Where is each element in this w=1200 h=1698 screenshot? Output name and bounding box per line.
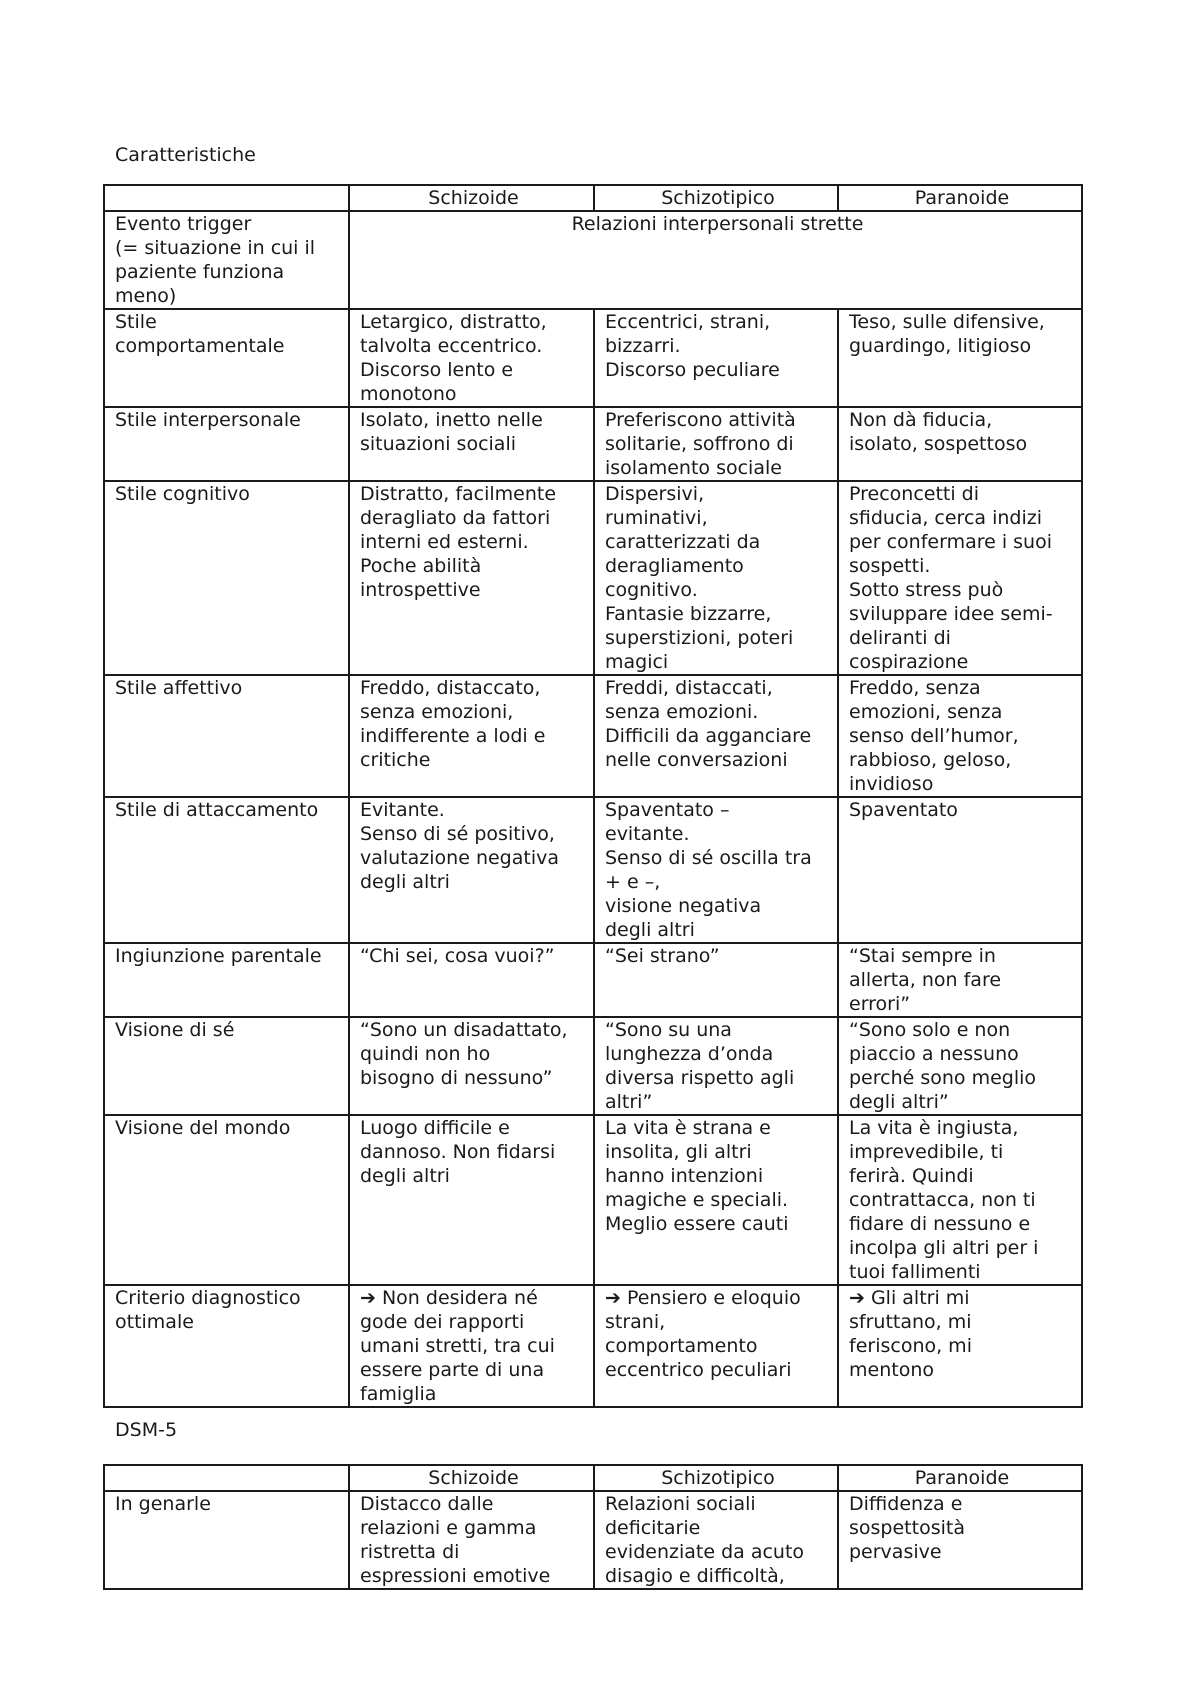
cell-line: bizzarri.	[605, 335, 681, 357]
table-cell	[349, 407, 594, 481]
table-row	[104, 481, 1082, 675]
cell-line: sospetti.	[849, 555, 931, 577]
cell-line: Ingiunzione parentale	[115, 945, 322, 967]
cell-line: quindi non ho	[360, 1043, 491, 1065]
table-cell	[594, 407, 838, 481]
table-cell	[838, 309, 1082, 407]
cell-line: deficitarie	[605, 1517, 701, 1539]
cell-line: comportamento	[605, 1335, 758, 1357]
table-cell	[838, 675, 1082, 797]
table-cell	[349, 675, 594, 797]
cell-line: mentono	[849, 1359, 934, 1381]
table-row	[104, 943, 1082, 1017]
cell-line: Spaventato –	[605, 799, 730, 821]
column-header: Paranoide	[838, 1465, 1082, 1491]
cell-line: ristretta di	[360, 1541, 460, 1563]
cell-line: bisogno di nessuno”	[360, 1067, 553, 1089]
table-row	[104, 1491, 1082, 1589]
cell-line: talvolta eccentrico.	[360, 335, 543, 357]
table-cell	[594, 309, 838, 407]
cell-line: feriscono, mi	[849, 1335, 972, 1357]
cell-line: Freddo, senza	[849, 677, 981, 699]
cell-line: Relazioni sociali	[605, 1493, 756, 1515]
table-row	[104, 675, 1082, 797]
column-header: Schizotipico	[594, 1465, 838, 1491]
table-cell	[838, 407, 1082, 481]
cell-line: deragliamento	[605, 555, 744, 577]
cell-line: superstizioni, poteri	[605, 627, 794, 649]
cell-line: sfruttano, mi	[849, 1311, 972, 1333]
cell-line: imprevedibile, ti	[849, 1141, 1004, 1163]
cell-line: errori”	[849, 993, 911, 1015]
cell-line: gode dei rapporti	[360, 1311, 525, 1333]
cell-line: senza emozioni,	[360, 701, 514, 723]
table-row	[104, 1017, 1082, 1115]
column-header: Schizotipico	[594, 185, 838, 211]
cell-line: caratterizzati da	[605, 531, 761, 553]
cell-line: “Sono solo e non	[849, 1019, 1011, 1041]
cell-line: Stile cognitivo	[115, 483, 250, 505]
cell-line: senza emozioni.	[605, 701, 759, 723]
cell-line: La vita è strana e	[605, 1117, 771, 1139]
cell-line: + e –,	[605, 871, 661, 893]
cell-line: ➔ Non desidera né	[360, 1287, 538, 1309]
table-cell	[594, 1285, 838, 1407]
row-label	[104, 309, 349, 407]
cell-line: lunghezza d’onda	[605, 1043, 774, 1065]
table-row	[104, 309, 1082, 407]
cell-line: isolamento sociale	[605, 457, 782, 479]
cell-line: Stile	[115, 311, 157, 333]
cell-line: ruminativi,	[605, 507, 708, 529]
table-row	[104, 407, 1082, 481]
cell-line: dannoso. Non fidarsi	[360, 1141, 556, 1163]
cell-line: incolpa gli altri per i	[849, 1237, 1039, 1259]
table-cell	[838, 1285, 1082, 1407]
cell-line: ferirà. Quindi	[849, 1165, 974, 1187]
cell-line: Stile affettivo	[115, 677, 243, 699]
header-cell-empty	[104, 185, 349, 211]
cell-line: Isolato, inetto nelle	[360, 409, 543, 431]
column-header: Schizoide	[349, 185, 594, 211]
cell-line: pervasive	[849, 1541, 942, 1563]
cell-line: strani,	[605, 1311, 666, 1333]
cell-line: Distratto, facilmente	[360, 483, 557, 505]
cell-line: hanno intenzioni	[605, 1165, 764, 1187]
cell-line: emozioni, senza	[849, 701, 1003, 723]
merged-cell: Relazioni interpersonali strette	[349, 211, 1082, 309]
row-label	[104, 1115, 349, 1285]
cell-line: contrattacca, non ti	[849, 1189, 1036, 1211]
row-label	[104, 675, 349, 797]
cell-line: Difficili da agganciare	[605, 725, 812, 747]
cell-line: altri”	[605, 1091, 653, 1113]
table-cell	[838, 797, 1082, 943]
cell-line: Letargico, distratto,	[360, 311, 547, 333]
cell-line: diversa rispetto agli	[605, 1067, 795, 1089]
row-label	[104, 1017, 349, 1115]
cell-line: ➔ Gli altri mi	[849, 1287, 970, 1309]
table-cell	[594, 481, 838, 675]
cell-line: Discorso peculiare	[605, 359, 780, 381]
cell-line: famiglia	[360, 1383, 437, 1405]
cell-line: invidioso	[849, 773, 934, 795]
cell-line: Senso di sé oscilla tra	[605, 847, 812, 869]
table-cell	[594, 1017, 838, 1115]
cell-line: cospirazione	[849, 651, 969, 673]
cell-line: “Sei strano”	[605, 945, 720, 967]
cell-line: essere parte di una	[360, 1359, 545, 1381]
cell-line: critiche	[360, 749, 431, 771]
row-label	[104, 481, 349, 675]
cell-line: degli altri	[360, 871, 450, 893]
cell-line: evidenziate da acuto	[605, 1541, 805, 1563]
cell-line: allerta, non fare	[849, 969, 1002, 991]
cell-line: Luogo difficile e	[360, 1117, 510, 1139]
cell-line: Freddo, distaccato,	[360, 677, 541, 699]
cell-line: magici	[605, 651, 669, 673]
cell-line: per confermare i suoi	[849, 531, 1053, 553]
table-row	[104, 211, 1082, 309]
table-cell	[349, 943, 594, 1017]
table-cell	[838, 1491, 1082, 1589]
cell-line: cognitivo.	[605, 579, 698, 601]
header-cell-empty	[104, 1465, 349, 1491]
table-cell	[594, 797, 838, 943]
table-cell	[349, 797, 594, 943]
cell-line: piaccio a nessuno	[849, 1043, 1019, 1065]
cell-line: paziente funziona	[115, 261, 285, 283]
cell-line: Sotto stress può	[849, 579, 1004, 601]
cell-line: isolato, sospettoso	[849, 433, 1028, 455]
table-cell	[349, 1017, 594, 1115]
table-cell	[349, 1115, 594, 1285]
cell-line: Evitante.	[360, 799, 445, 821]
row-label	[104, 407, 349, 481]
cell-line: deragliato da fattori	[360, 507, 551, 529]
cell-line: introspettive	[360, 579, 481, 601]
table-cell	[594, 1115, 838, 1285]
table-cell	[838, 1017, 1082, 1115]
cell-line: Preconcetti di	[849, 483, 980, 505]
cell-line: relazioni e gamma	[360, 1517, 537, 1539]
cell-line: meno)	[115, 285, 177, 307]
table-cell	[594, 943, 838, 1017]
cell-line: Eccentrici, strani,	[605, 311, 771, 333]
table-row	[104, 1115, 1082, 1285]
cell-line: Freddi, distaccati,	[605, 677, 773, 699]
cell-line: umani stretti, tra cui	[360, 1335, 555, 1357]
table-row	[104, 1285, 1082, 1407]
table-cell	[594, 1491, 838, 1589]
cell-line: tuoi fallimenti	[849, 1261, 981, 1283]
cell-line: degli altri	[360, 1165, 450, 1187]
cell-line: indifferente a lodi e	[360, 725, 546, 747]
cell-line: interni ed esterni.	[360, 531, 529, 553]
cell-line: disagio e difficoltà,	[605, 1565, 785, 1587]
dsm5-table	[103, 1464, 1083, 1590]
cell-line: degli altri	[605, 919, 695, 941]
table-cell	[594, 675, 838, 797]
table-header-row	[104, 1465, 1082, 1491]
row-label	[104, 211, 349, 309]
cell-line: Dispersivi,	[605, 483, 705, 505]
section-title-caratteristiche: Caratteristiche	[115, 144, 256, 166]
cell-line: Preferiscono attività	[605, 409, 796, 431]
cell-line: insolita, gli altri	[605, 1141, 752, 1163]
cell-line: situazioni sociali	[360, 433, 516, 455]
cell-line: “Sono un disadattato,	[360, 1019, 568, 1041]
cell-line: senso dell’humor,	[849, 725, 1019, 747]
cell-line: ottimale	[115, 1311, 194, 1333]
cell-line: (= situazione in cui il	[115, 237, 316, 259]
cell-line: In genarle	[115, 1493, 211, 1515]
cell-line: Diffidenza e	[849, 1493, 963, 1515]
row-label	[104, 1285, 349, 1407]
cell-line: rabbioso, geloso,	[849, 749, 1012, 771]
table-cell	[838, 481, 1082, 675]
column-header: Paranoide	[838, 185, 1082, 211]
row-label	[104, 1491, 349, 1589]
column-header: Schizoide	[349, 1465, 594, 1491]
table-cell	[349, 309, 594, 407]
cell-line: sfiducia, cerca indizi	[849, 507, 1042, 529]
cell-line: Criterio diagnostico	[115, 1287, 301, 1309]
cell-line: magiche e speciali.	[605, 1189, 789, 1211]
cell-line: Visione del mondo	[115, 1117, 291, 1139]
cell-line: solitarie, soffrono di	[605, 433, 794, 455]
cell-line: Distacco dalle	[360, 1493, 494, 1515]
cell-line: nelle conversazioni	[605, 749, 788, 771]
cell-line: La vita è ingiusta,	[849, 1117, 1019, 1139]
cell-line: eccentrico peculiari	[605, 1359, 792, 1381]
cell-line: deliranti di	[849, 627, 951, 649]
cell-line: guardingo, litigioso	[849, 335, 1032, 357]
table-header-row	[104, 185, 1082, 211]
cell-line: Visione di sé	[115, 1019, 235, 1041]
row-label	[104, 797, 349, 943]
cell-line: monotono	[360, 383, 457, 405]
cell-line: ➔ Pensiero e eloquio	[605, 1287, 801, 1309]
cell-line: sviluppare idee semi-	[849, 603, 1053, 625]
cell-line: “Chi sei, cosa vuoi?”	[360, 945, 555, 967]
cell-line: Poche abilità	[360, 555, 482, 577]
cell-line: “Stai sempre in	[849, 945, 996, 967]
cell-line: Fantasie bizzarre,	[605, 603, 772, 625]
cell-line: Meglio essere cauti	[605, 1213, 789, 1235]
cell-line: perché sono meglio	[849, 1067, 1037, 1089]
table-cell	[349, 1491, 594, 1589]
cell-line: Senso di sé positivo,	[360, 823, 555, 845]
cell-line: Discorso lento e	[360, 359, 514, 381]
cell-line: Teso, sulle difensive,	[849, 311, 1045, 333]
table-cell	[349, 481, 594, 675]
row-label	[104, 943, 349, 1017]
table-row	[104, 797, 1082, 943]
section-title-dsm5: DSM-5	[115, 1419, 178, 1441]
cell-line: visione negativa	[605, 895, 762, 917]
cell-line: evitante.	[605, 823, 690, 845]
cell-line: espressioni emotive	[360, 1565, 551, 1587]
cell-line: comportamentale	[115, 335, 285, 357]
cell-line: valutazione negativa	[360, 847, 559, 869]
cell-line: fidare di nessuno e	[849, 1213, 1031, 1235]
cell-line: Evento trigger	[115, 213, 252, 235]
cell-line: Non dà fiducia,	[849, 409, 993, 431]
characteristics-table	[103, 184, 1083, 1408]
cell-line: degli altri”	[849, 1091, 949, 1113]
cell-line: “Sono su una	[605, 1019, 732, 1041]
table-cell	[349, 1285, 594, 1407]
table-cell	[838, 943, 1082, 1017]
cell-line: Stile di attaccamento	[115, 799, 319, 821]
table-cell	[838, 1115, 1082, 1285]
cell-line: sospettosità	[849, 1517, 965, 1539]
cell-line: Spaventato	[849, 799, 958, 821]
cell-line: Stile interpersonale	[115, 409, 301, 431]
